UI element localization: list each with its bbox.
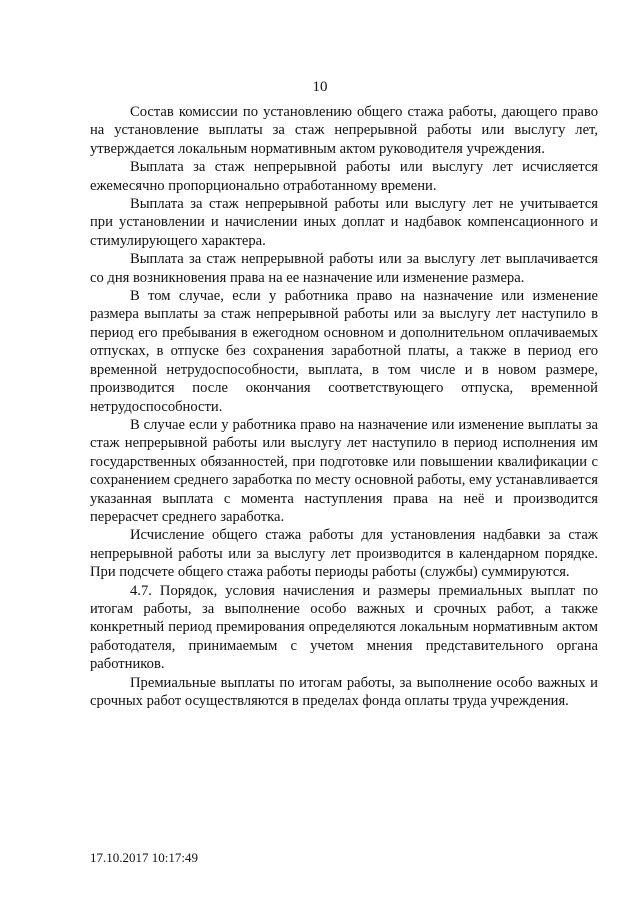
document-body <box>90 103 598 710</box>
paragraph-paid-from: Выплата за стаж непрерывной работы или за выслугу лет выплачивается со дня возникновения права на ее назначение или изменение размера. <box>90 251 598 286</box>
paragraph-monthly-calc: Выплата за стаж непрерывной работы или выслугу лет исчисляется ежемесячно пропорционально отработанному времени. <box>90 159 598 194</box>
paragraph-not-counted: Выплата за стаж непрерывной работы или выслугу лет не учитывается при установлении и начислении иных доплат и надбавок компенсационного и стимулирующего характера. <box>90 196 598 249</box>
paragraph-commission: Состав комиссии по установлению общего стажа работы, дающего право на установление выплаты за стаж непрерывной работы или выслугу лет, утверждается локальным нормативным актом руководителя учреждения. <box>90 104 598 157</box>
paragraph-bonus-fund: Премиальные выплаты по итогам работы, за выполнение особо важных и срочных работ осуществляются в пределах фонда оплаты труда учреждения. <box>90 674 598 709</box>
paragraph-calendar-order: Исчисление общего стажа работы для установления надбавки за стаж непрерывной работы или за выслугу лет производится в календарном порядке. При подсчете общего стажа работы периоды работы (службы) суммируются. <box>90 527 598 581</box>
paragraph-state-duties-case: В случае если у работника право на назначение или изменение выплаты за стаж непрерывной работы или выслугу лет наступило в период исполнения им государственных обязанностей, при подготовке или повышении квалификации с сохранением среднего заработка по месту основной работы, ему устанавливается указанная выплата с момента наступления права на неё и производится перерасчет среднего заработка. <box>90 416 598 525</box>
paragraph-section-4-7: 4.7. Порядок, условия начисления и размеры премиальных выплат по итогам работы, за выполнение особо важных и срочных работ, а также конкретный период премирования определяются локальным нормативным актом работодателя, принимаемым с учетом мнения представительного органа работников. <box>90 582 598 673</box>
footer-timestamp: 17.10.2017 10:17:49 <box>90 850 198 865</box>
page-number: 10 <box>312 79 328 95</box>
paragraph-vacation-case: В том случае, если у работника право на назначение или изменение размера выплаты за стаж непрерывной работы или за выслугу лет наступило в период его пребывания в ежегодном основном и дополнительном оплачиваемых отпусках, в отпуске без сохранения заработной платы, а также в период его временной нетрудоспособности, выплата, в том числе и в новом размере, производится после окончания соответствующего отпуска, временной нетрудоспособности. <box>90 288 598 415</box>
